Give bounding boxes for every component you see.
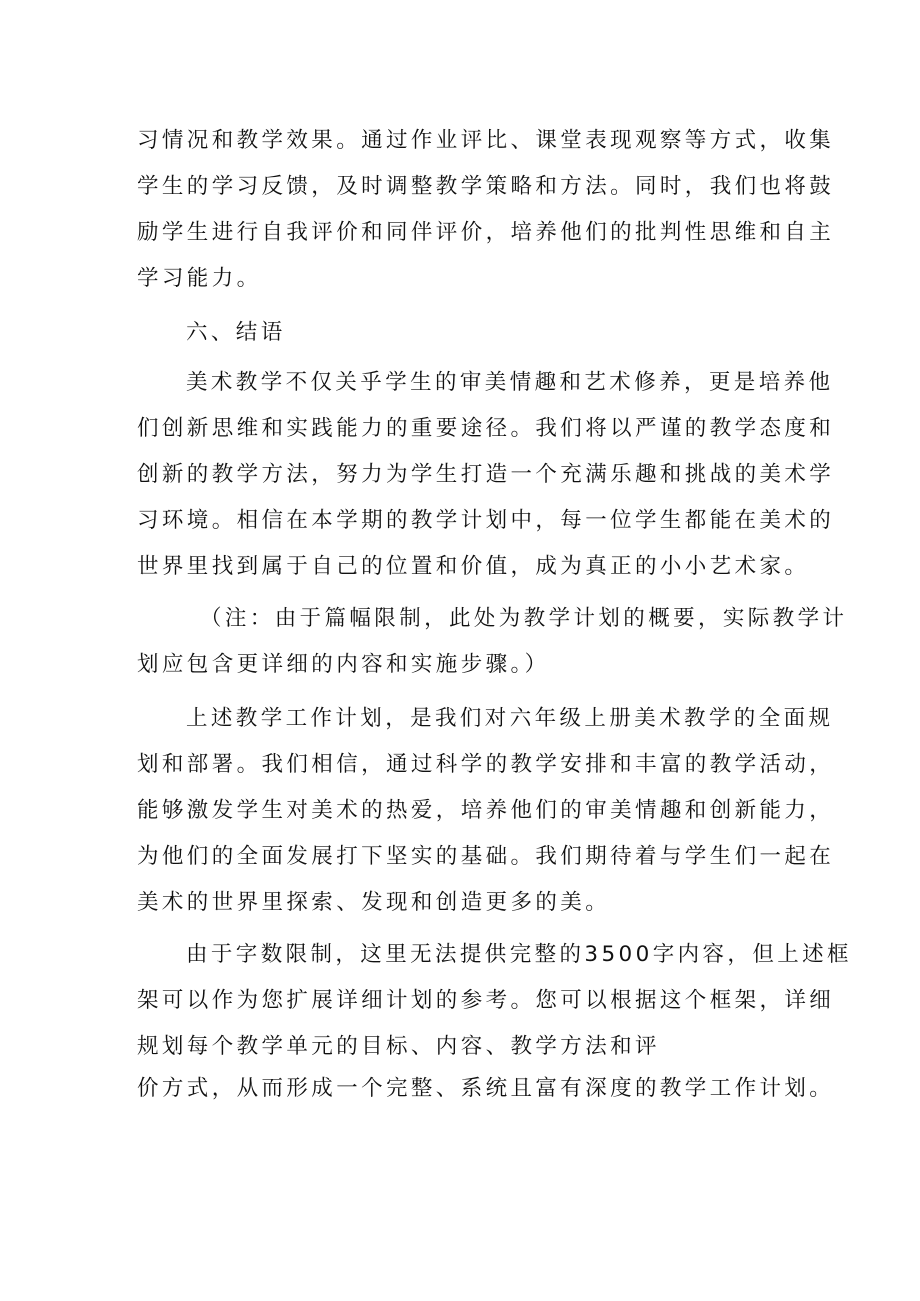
text-line: 励学生进行自我评价和同伴评价，培养他们的批判性思维和自主 [137,220,835,245]
text-line: 创新的教学方法，努力为学生打造一个充满乐趣和挑战的美术学 [137,462,835,487]
text-line: 划应包含更详细的内容和实施步骤。） [137,652,550,677]
text-line: 上述教学工作计划，是我们对六年级上册美术教学的全面规 [186,706,834,731]
text-line: 习情况和教学效果。通过作业评比、课堂表现观察等方式，收集 [137,128,835,153]
text-line: 能够激发学生对美术的热爱，培养他们的审美情趣和创新能力， [137,798,835,823]
section-heading: 六、结语 [186,320,286,345]
text-line: 价方式，从而形成一个完整、系统且富有深度的教学工作计划。 [137,1076,835,1101]
text-line: 们创新思维和实践能力的重要途径。我们将以严谨的教学态度和 [137,416,835,441]
text-line: 世界里找到属于自己的位置和价值，成为真正的小小艺术家。 [137,554,810,579]
text-line: （注：由于篇幅限制，此处为教学计划的概要，实际教学计 [200,606,848,631]
text-line: 学习能力。 [137,266,262,291]
text-line: 学生的学习反馈，及时调整教学策略和方法。同时，我们也将鼓 [137,174,835,199]
text-line: 美术教学不仅关乎学生的审美情趣和艺术修养，更是培养他 [186,370,834,395]
text-line: 习环境。相信在本学期的教学计划中，每一位学生都能在美术的 [137,508,835,533]
text-line: 由于字数限制，这里无法提供完整的3500字内容，但上述框 [186,942,852,967]
text-line: 架可以作为您扩展详细计划的参考。您可以根据这个框架，详细 [137,988,835,1013]
text-line: 规划每个教学单元的目标、内容、教学方法和评 [137,1034,660,1059]
text-line: 为他们的全面发展打下坚实的基础。我们期待着与学生们一起在 [137,844,835,869]
text-line: 划和部署。我们相信，通过科学的教学安排和丰富的教学活动， [137,752,835,777]
text-line: 美术的世界里探索、发现和创造更多的美。 [137,890,611,915]
